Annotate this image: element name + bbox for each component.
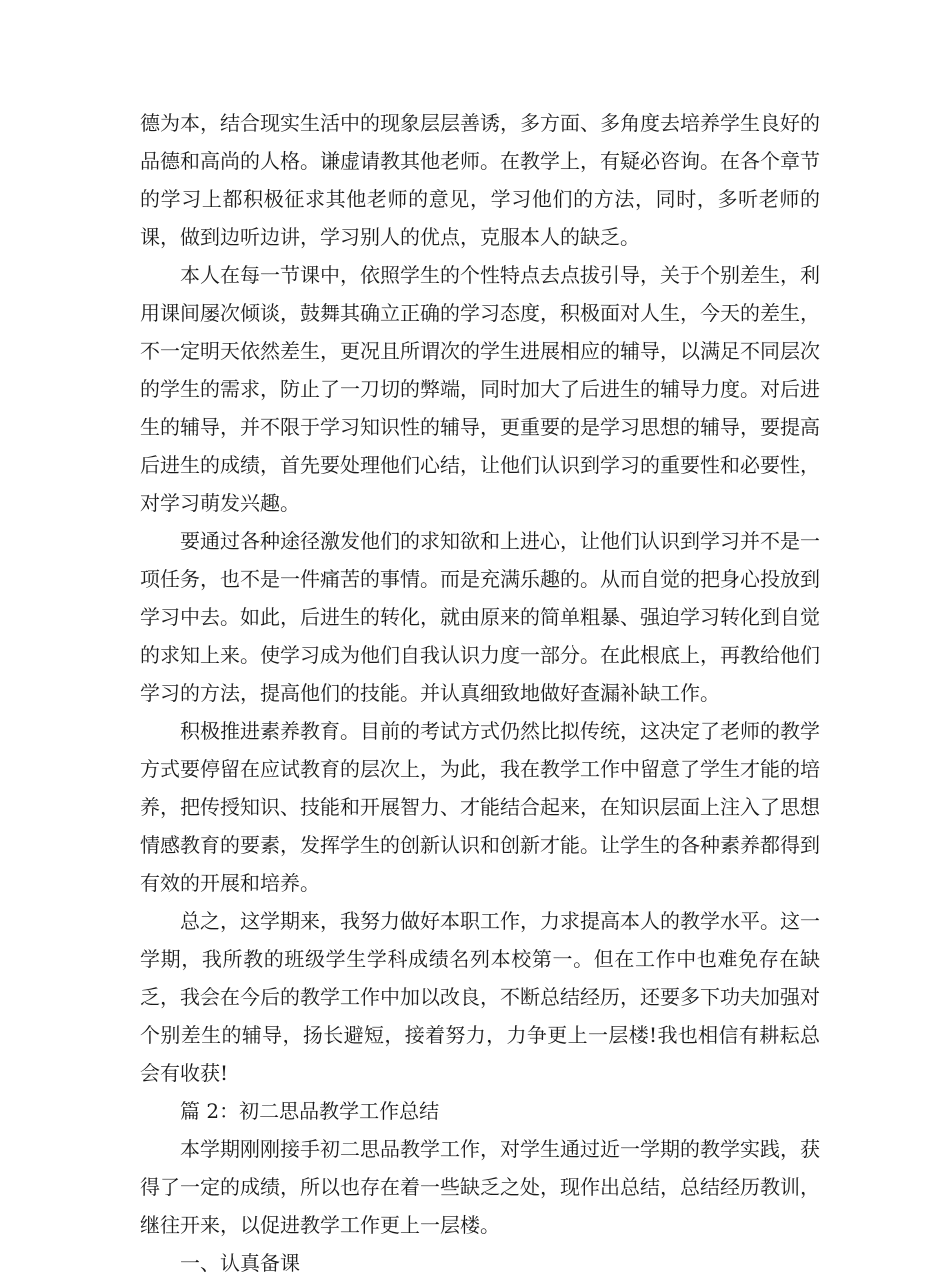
subsection-heading: 一、认真备课 xyxy=(180,1251,300,1275)
paragraph: 要通过各种途径激发他们的求知欲和上进心，让他们认识到学习并不是一项任务，也不是一件痛苦的事情。而是充满乐趣的。从而自觉的把身心投放到学习中去。如此，后进生的转化，就由原来的简单粗暴、强迫学习转化到自觉的求知上来。使学习成为他们自我认识力度一部分。在此根底上，再教给他们学习的方法，提高他们的技能。并认真细致地做好查漏补缺工作。 xyxy=(140,529,820,705)
paragraph: 总之，这学期来，我努力做好本职工作，力求提高本人的教学水平。这一学期，我所教的班级学生学科成绩名列本校第一。但在工作中也难免存在缺乏，我会在今后的教学工作中加以改良，不断总结经历，还要多下功夫加强对个别差生的辅导，扬长避短，接着努力，力争更上一层楼!我也相信有耕耘总会有收获! xyxy=(140,909,820,1085)
paragraph: 本人在每一节课中，依照学生的个性特点去点拔引导，关于个别差生，利用课间屡次倾谈，鼓舞其确立正确的学习态度，积极面对人生，今天的差生，不一定明天依然差生，更况且所谓次的学生进展相应的辅导，以满足不同层次的学生的需求，防止了一刀切的弊端，同时加大了后进生的辅导力度。对后进生的辅导，并不限于学习知识性的辅导，更重要的是学习思想的辅导，要提高后进生的成绩，首先要处理他们心结，让他们认识到学习的重要性和必要性，对学习萌发兴趣。 xyxy=(140,263,820,515)
section-heading: 篇 2：初二思品教学工作总结 xyxy=(180,1099,440,1123)
document-body xyxy=(140,104,820,1282)
paragraph: 积极推进素养教育。目前的考试方式仍然比拟传统，这决定了老师的教学方式要停留在应试教育的层次上，为此，我在教学工作中留意了学生才能的培养，把传授知识、技能和开展智力、才能结合起来，在知识层面上注入了思想情感教育的要素，发挥学生的创新认识和创新才能。让学生的各种素养都得到有效的开展和培养。 xyxy=(140,719,820,895)
paragraph: 德为本，结合现实生活中的现象层层善诱，多方面、多角度去培养学生良好的品德和高尚的人格。谦虚请教其他老师。在教学上，有疑必咨询。在各个章节的学习上都积极征求其他老师的意见，学习他们的方法，同时，多听老师的课，做到边听边讲，学习别人的优点，克服本人的缺乏。 xyxy=(140,111,820,249)
paragraph: 本学期刚刚接手初二思品教学工作，对学生通过近一学期的教学实践，获得了一定的成绩，所以也存在着一些缺乏之处，现作出总结，总结经历教训，继往开来，以促进教学工作更上一层楼。 xyxy=(140,1137,820,1237)
